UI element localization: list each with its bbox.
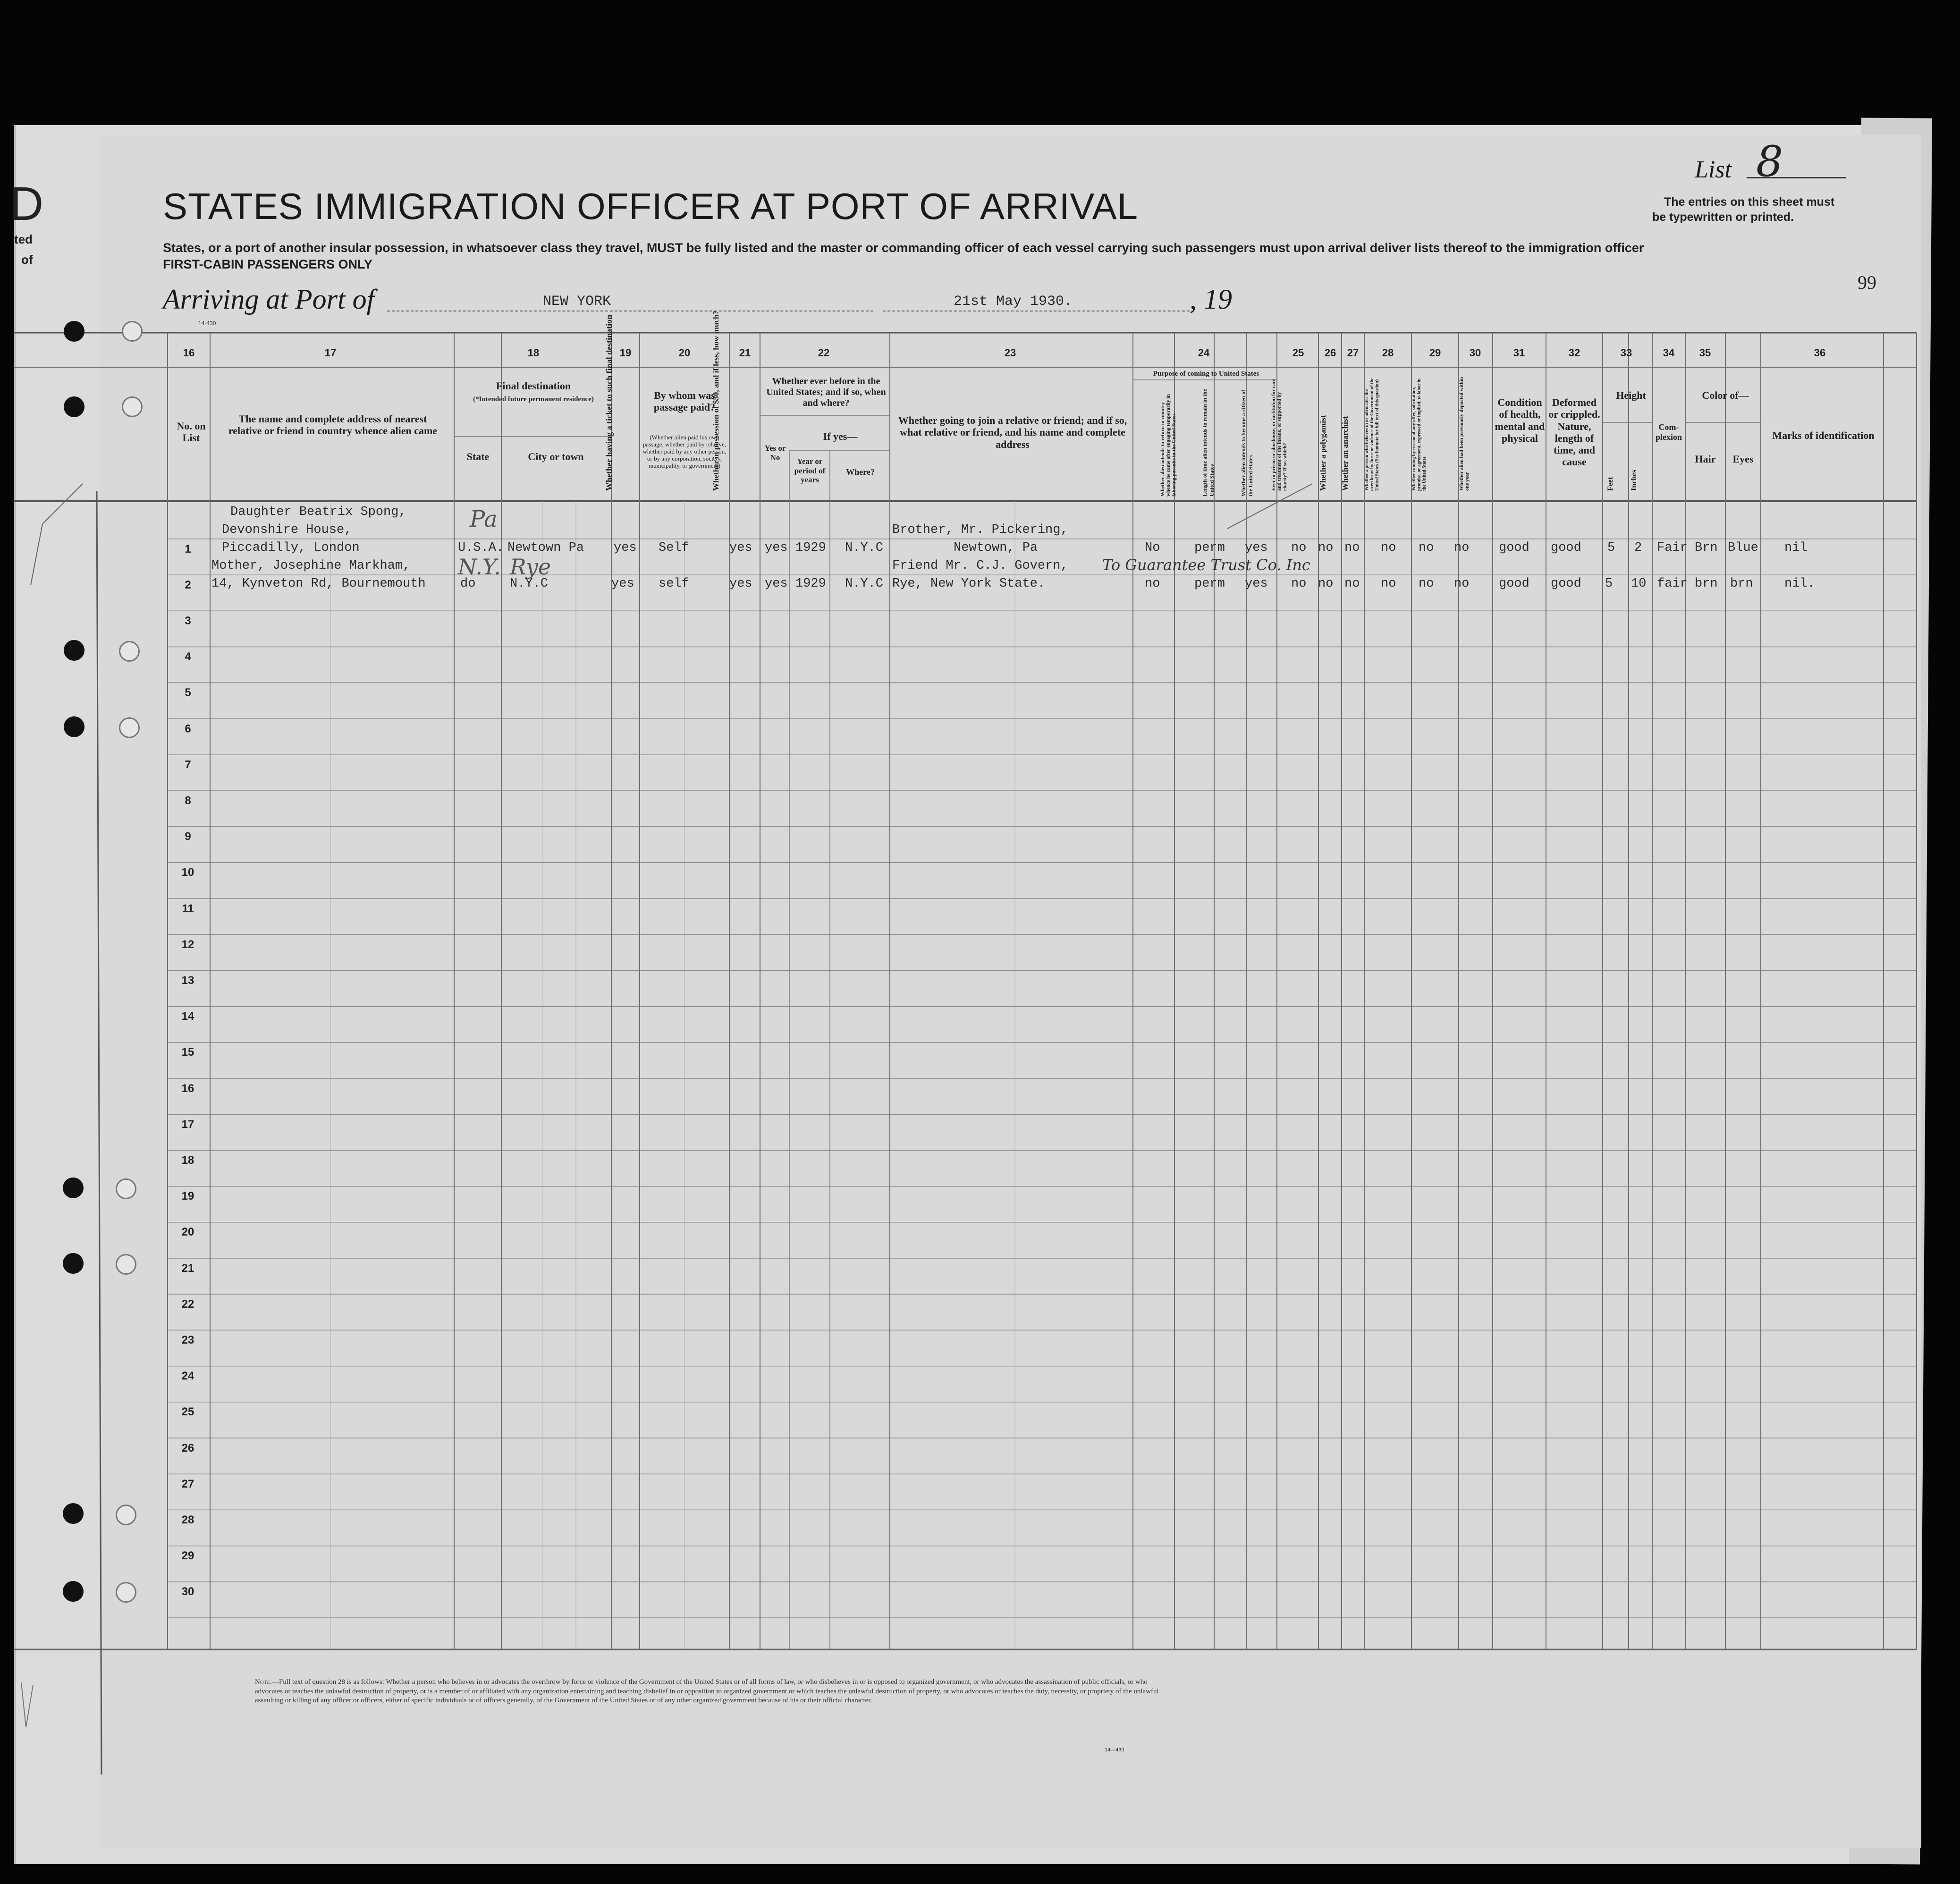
grid-line (26, 1685, 33, 1727)
row1-inches: 2 (1634, 541, 1642, 555)
header-eyes: Eyes (1732, 453, 1754, 465)
row-number: 14 (181, 1010, 194, 1023)
row-number: 28 (181, 1514, 194, 1526)
row2-hair: brn (1695, 577, 1718, 591)
row-number: 11 (182, 902, 194, 915)
header-complexion: Com-plexion (1655, 422, 1682, 442)
column-number: 19 (619, 347, 632, 359)
row2-q29: no (1419, 577, 1434, 591)
header-joining: Whether going to join a relative or friend; and if so, what relative or friend, and his name and complete address (898, 414, 1127, 450)
row2-year: 1929 (795, 577, 826, 591)
column-number: 35 (1699, 347, 1711, 359)
header-where: Where? (846, 467, 875, 477)
row1-health: good (1499, 541, 1529, 555)
column-number: 27 (1347, 347, 1359, 359)
row-number: 13 (181, 974, 194, 987)
row1-purpose-length: perm (1194, 541, 1225, 555)
row-number: 29 (181, 1549, 194, 1563)
row2-relative-line1: Mother, Josephine Markham, (211, 559, 411, 573)
header-by-whom: By whom was passage paid? (653, 389, 716, 413)
row-number: 25 (181, 1405, 194, 1419)
column-number: 29 (1429, 347, 1441, 359)
row-number: 26 (181, 1441, 194, 1455)
row2-handwritten-note: To Guarantee Trust Co. Inc (1102, 556, 1310, 574)
row2-complexion: fair (1657, 577, 1688, 591)
column-number: 26 (1324, 347, 1336, 359)
header-by-whom-note: (Whether alien paid his own passage, whether paid by relative, whether paid by any other person, or by any corporation, society, municipality, or government) (642, 434, 727, 469)
row-number: 2 (185, 579, 191, 591)
header-if-yes: If yes— (823, 430, 858, 442)
row-number: 7 (185, 758, 191, 771)
row1-relative-line3: Piccadilly, London (222, 541, 360, 555)
row1-joining-line1: Brother, Mr. Pickering, (892, 523, 1068, 537)
column-number: 36 (1814, 347, 1826, 359)
row2-anarchist: no (1344, 577, 1360, 591)
row2-possession: yes (729, 577, 752, 591)
row2-before: yes (765, 577, 788, 591)
punch-hole-ring (119, 641, 140, 662)
row1-deformed: good (1551, 541, 1581, 555)
row1-where: N.Y.C (845, 541, 884, 555)
header-q30: Whether alien had been previously deported within one year (1459, 377, 1470, 491)
row-number: 4 (185, 650, 191, 664)
row1-complexion: Fair (1657, 541, 1688, 555)
row2-q30: no (1454, 577, 1470, 591)
row1-eyes: Blue (1728, 541, 1758, 555)
row1-relative-line2: Devonshire House, (222, 523, 352, 537)
row-number: 24 (181, 1370, 194, 1383)
row1-state-handwritten: Pa (470, 506, 498, 532)
punch-hole (64, 640, 84, 661)
row1-possession: yes (729, 541, 752, 555)
cabin-class: FIRST-CABIN PASSENGERS ONLY (163, 257, 373, 271)
column-number: 25 (1292, 347, 1304, 359)
row1-anarchist: no (1344, 541, 1360, 555)
row1-relative-line1: Daughter Beatrix Spong, (230, 505, 406, 519)
footnote-text: —Full text of question 28 is as follows: Whether a person who believes in or advocates the overthrow by force or violence of the Government of the United States or of all forms of law, or who disbelieves in or is opposed to organized government, or who advocates the assassination of public officials, or who advocates or teaches the unlawful destruction of property, or is a member of or affiliated with any organization entertaining and teaching disbelief in or opposition to organized government or which teaches the unlawful destruction of property, or who advocates or teaches the duty, necessity, or propriety of the unlawful assaulting or killing of any officer or officers, either of specific individuals or of officers generally, of the Government of the United States or of any other organized government because of his or their official character. (255, 1678, 1159, 1704)
header-purpose: Purpose of coming to United States (1153, 370, 1259, 378)
row2-state-handwritten: N.Y. (458, 554, 501, 580)
row2-where: N.Y.C (845, 577, 884, 591)
row1-ticket: yes (614, 541, 637, 555)
header-yes-no: Yes or No (764, 444, 786, 462)
punch-hole-ring (116, 1582, 136, 1603)
row-number: 5 (185, 686, 191, 699)
header-deformed: Deformed or crippled. Nature, length of time, and cause (1548, 396, 1600, 468)
row1-marks: nil (1784, 541, 1808, 555)
row2-purpose-return: no (1145, 577, 1160, 591)
row2-inches: 10 (1631, 577, 1647, 591)
header-ever-before: Whether ever before in the United States; and if so, when and where? (766, 376, 886, 408)
row2-paid-by: self (659, 577, 689, 591)
row-number: 16 (181, 1082, 194, 1095)
row1-hair: Brn (1695, 541, 1718, 555)
row-number: 18 (181, 1154, 194, 1167)
list-number: 8 (1756, 137, 1783, 186)
header-ticket: Whether having a ticket to such final destination (604, 314, 614, 491)
punch-hole-ring (119, 717, 140, 738)
row1-q28: no (1381, 541, 1396, 555)
year-prefix: , 19 (1190, 284, 1232, 315)
page-title: STATES IMMIGRATION OFFICER AT PORT OF ARRIVAL (163, 185, 1139, 227)
column-number: 32 (1568, 347, 1580, 359)
column-number: 20 (678, 347, 691, 359)
margin-letter: D (9, 177, 44, 230)
row-number: 15 (181, 1046, 194, 1059)
row-number: 17 (181, 1118, 194, 1131)
header-feet: Feet (1606, 477, 1614, 491)
row-number: 8 (185, 794, 191, 807)
punch-hole-ring (122, 321, 143, 342)
row-number: 10 (181, 866, 194, 879)
header-health: Condition of health, mental and physical (1495, 396, 1545, 444)
header-state: State (466, 451, 490, 463)
header-marks: Marks of identification (1772, 429, 1875, 441)
row-number: 22 (181, 1297, 194, 1311)
row2-health: good (1499, 577, 1529, 591)
row2-purpose-citizen: yes (1245, 577, 1268, 591)
header-purpose-return: Whether alien intends to return to country whence he came after engaging temporarily in laboring pursuits in the United States (1160, 394, 1177, 496)
row2-relative-line2: 14, Kynveton Rd, Bournemouth (211, 577, 426, 591)
column-number: 34 (1663, 347, 1675, 359)
margin-text-1: ted (14, 232, 33, 246)
row1-year: 1929 (795, 541, 826, 555)
row1-state: U.S.A. (458, 541, 504, 555)
grid-line (31, 524, 42, 585)
row2-prison: no (1291, 577, 1307, 591)
header-q28: Whether a person who believes in or advocates the overthrow by force or violence of the Government of the United States (See footnote for full text of this question) (1364, 378, 1380, 491)
row1-city: Newtown Pa (507, 541, 584, 555)
row-number: 12 (181, 938, 194, 951)
list-label: List (1695, 156, 1732, 183)
row2-purpose-length: perm (1194, 577, 1225, 591)
header-no-on-list: No. on List (177, 420, 206, 444)
row-number: 1 (185, 543, 191, 555)
row-number: 6 (185, 722, 191, 735)
punch-hole (64, 321, 84, 342)
row-number: 21 (181, 1262, 194, 1275)
row-number: 20 (181, 1226, 194, 1239)
row1-q29: no (1419, 541, 1434, 555)
column-number: 31 (1513, 347, 1525, 359)
row2-q28: no (1381, 577, 1396, 591)
column-number: 24 (1198, 347, 1210, 359)
row2-deformed: good (1551, 577, 1581, 591)
row1-prison: no (1291, 541, 1307, 555)
grid-line (97, 491, 101, 1775)
row-number: 9 (185, 830, 191, 843)
header-nearest-relative: The name and complete address of nearest relative or friend in country whence alien came (228, 413, 438, 437)
punch-hole-ring (116, 1254, 136, 1275)
footnote (255, 1678, 1161, 1706)
punch-hole-ring (116, 1505, 136, 1525)
header-inches: Inches (1630, 470, 1638, 491)
header-final-destination-note: (*Intended future permanent residence) (473, 395, 594, 403)
header-hair: Hair (1695, 453, 1716, 465)
header-color-of: Color of— (1702, 389, 1749, 401)
header-height: Height (1616, 389, 1646, 401)
grid-line (42, 484, 83, 524)
row1-feet: 5 (1607, 541, 1615, 555)
header-final-destination: Final destination (496, 380, 571, 392)
port-name: NEW YORK (543, 294, 611, 310)
column-number: 28 (1382, 347, 1394, 359)
row2-polygamist: no (1318, 577, 1334, 591)
row-number: 23 (181, 1334, 194, 1346)
row-number: 30 (181, 1585, 194, 1598)
row1-before: yes (765, 541, 788, 555)
row2-joining-line1: Friend Mr. C.J. Govern, (892, 559, 1068, 573)
header-city: City or town (528, 451, 584, 463)
row2-state: do (460, 577, 476, 591)
row2-feet: 5 (1605, 577, 1613, 591)
column-number: 18 (527, 347, 540, 359)
header-year-period: Year or period of years (794, 457, 826, 485)
punch-hole (64, 716, 84, 737)
arriving-label: Arriving at Port of (163, 284, 375, 315)
row1-joining-line2: Newtown, Pa (954, 541, 1038, 555)
instruction-line-1: The entries on this sheet must (1664, 195, 1835, 209)
footnote-label: Note. (255, 1678, 272, 1686)
row1-paid-by: Self (659, 541, 689, 555)
column-number: 33 (1620, 347, 1632, 359)
row2-joining-line2: Rye, New York State. (892, 577, 1046, 591)
header-prison: Ever in prison or almshouse, or institution for care and treatment of the insane, or supported by charity? If so, which? (1271, 378, 1288, 491)
row2-city-handwritten: Rye (510, 554, 551, 580)
punch-hole (63, 1178, 84, 1198)
column-number: 22 (818, 347, 830, 359)
row1-purpose-return: No (1145, 541, 1160, 555)
row1-purpose-citizen: yes (1245, 541, 1268, 555)
column-number: 23 (1004, 347, 1016, 359)
column-number: 17 (324, 347, 337, 359)
margin-text-2: of (21, 252, 33, 267)
row-number: 3 (185, 614, 191, 627)
column-number: 30 (1469, 347, 1481, 359)
punch-hole-ring (122, 396, 143, 417)
row1-q30: no (1454, 541, 1470, 555)
row2-ticket: yes (611, 577, 634, 591)
row2-marks: nil. (1784, 577, 1815, 591)
header-purpose-length: Length of time alien intends to remain in the United States (1201, 389, 1215, 496)
row-number: 27 (181, 1477, 194, 1490)
form-code-top: 14-430 (198, 320, 216, 327)
punch-hole (63, 1253, 84, 1274)
header-possession: Whether in possession of $50, and if less, how much? (711, 311, 720, 491)
row2-eyes: brn (1730, 577, 1753, 591)
page-number: 99 (1858, 272, 1876, 293)
column-number: 16 (183, 347, 195, 359)
header-anarchist: Whether an anarchist (1341, 416, 1350, 491)
punch-hole-ring (116, 1178, 136, 1199)
punch-hole (63, 1503, 84, 1524)
row2-city: N.Y.C (510, 577, 549, 591)
instruction-line-2: be typewritten or printed. (1652, 210, 1794, 224)
form-code-bottom: 14—430 (1105, 1747, 1124, 1753)
header-q29: Whether coming by reason of any offer, solicitation, promise, or agreement, expressed or implied, to labor in the United States (1411, 378, 1427, 491)
punch-hole (63, 1581, 84, 1602)
subtitle: States, or a port of another insular possession, in whatsoever class they travel, MUST be fully listed and the master or commanding officer of each vessel carrying such passengers must upon arrival deliver lists thereof to the immigration officer (163, 241, 1644, 255)
row1-polygamist: no (1318, 541, 1334, 555)
column-number: 21 (739, 347, 751, 359)
header-polygamist: Whether a polygamist (1318, 415, 1327, 491)
grid-line (21, 1682, 26, 1727)
arrival-date: 21st May 1930. (954, 294, 1073, 310)
header-purpose-citizen: Whether alien intends to become a citizen of the United States (1240, 389, 1254, 496)
row-number: 19 (181, 1190, 194, 1203)
punch-hole (64, 396, 84, 417)
